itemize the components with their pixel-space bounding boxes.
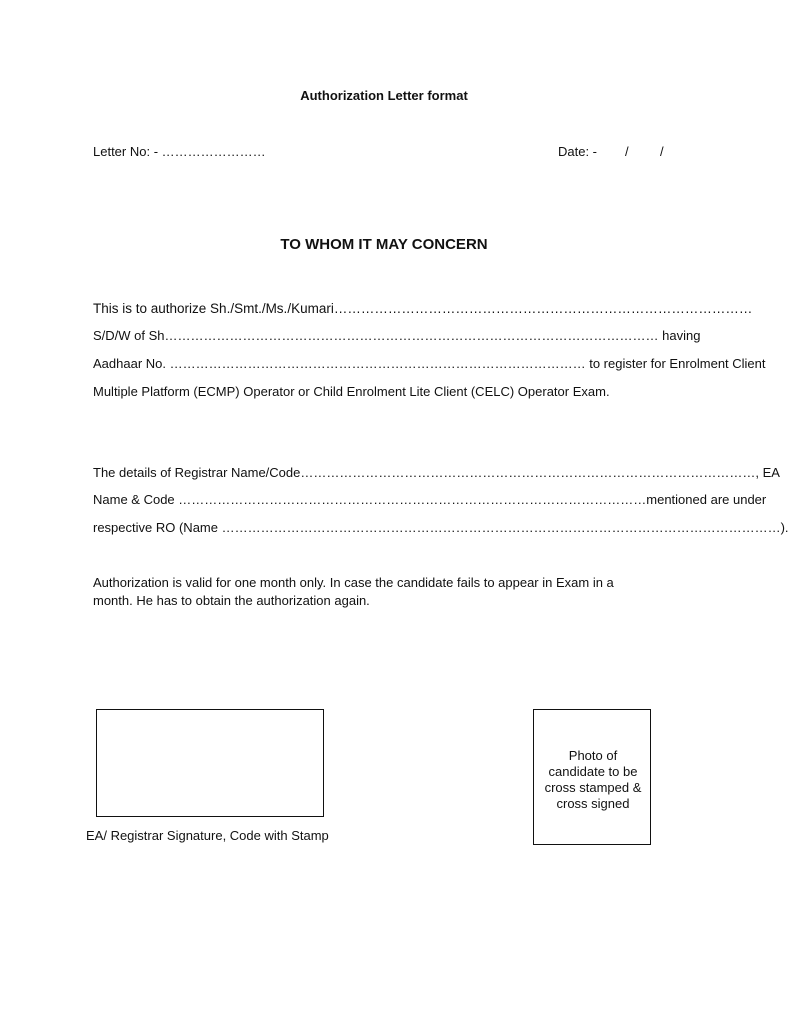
aadhaar-line: Aadhaar No. …………………………………………………………………………………… to register for Enrolment Client <box>93 356 766 371</box>
registrar-line: The details of Registrar Name/Code……………………………………………………………………………………………, EA <box>93 465 780 480</box>
ea-code-line: Name & Code ………………………………………………………………………………………………mentioned are under <box>93 492 767 507</box>
photo-box <box>533 709 651 845</box>
photo-line: cross stamped & <box>544 780 642 795</box>
parent-line: S/D/W of Sh…………………………………………………………………………………………………… having <box>93 328 701 343</box>
concern-heading: TO WHOM IT MAY CONCERN <box>280 236 488 253</box>
authorize-line: This is to authorize Sh./Smt./Ms./Kumari………………………………………………………………………………… <box>93 301 753 316</box>
ro-line: respective RO (Name …………………………………………………………………………………………………………………). <box>93 520 789 535</box>
letter-meta-row <box>93 144 668 162</box>
date-separator: / <box>660 144 664 159</box>
letter-number: Letter No: - …………………… <box>93 144 266 159</box>
photo-line: candidate to be <box>548 764 638 779</box>
date-label: Date: - <box>558 144 598 159</box>
photo-instructions <box>534 748 652 812</box>
document-title: Authorization Letter format <box>300 88 468 103</box>
signature-caption: EA/ Registrar Signature, Code with Stamp <box>86 828 329 843</box>
date-separator: / <box>625 144 629 159</box>
validity-note: Authorization is valid for one month only. In case the candidate fails to appear in Exam in a month. He has to obtain the authorization again. <box>93 575 614 608</box>
photo-line: Photo of <box>568 748 618 763</box>
photo-line: cross signed <box>556 796 630 811</box>
exam-line: Multiple Platform (ECMP) Operator or Child Enrolment Lite Client (CELC) Operator Exam. <box>93 384 610 399</box>
signature-box <box>96 709 324 817</box>
